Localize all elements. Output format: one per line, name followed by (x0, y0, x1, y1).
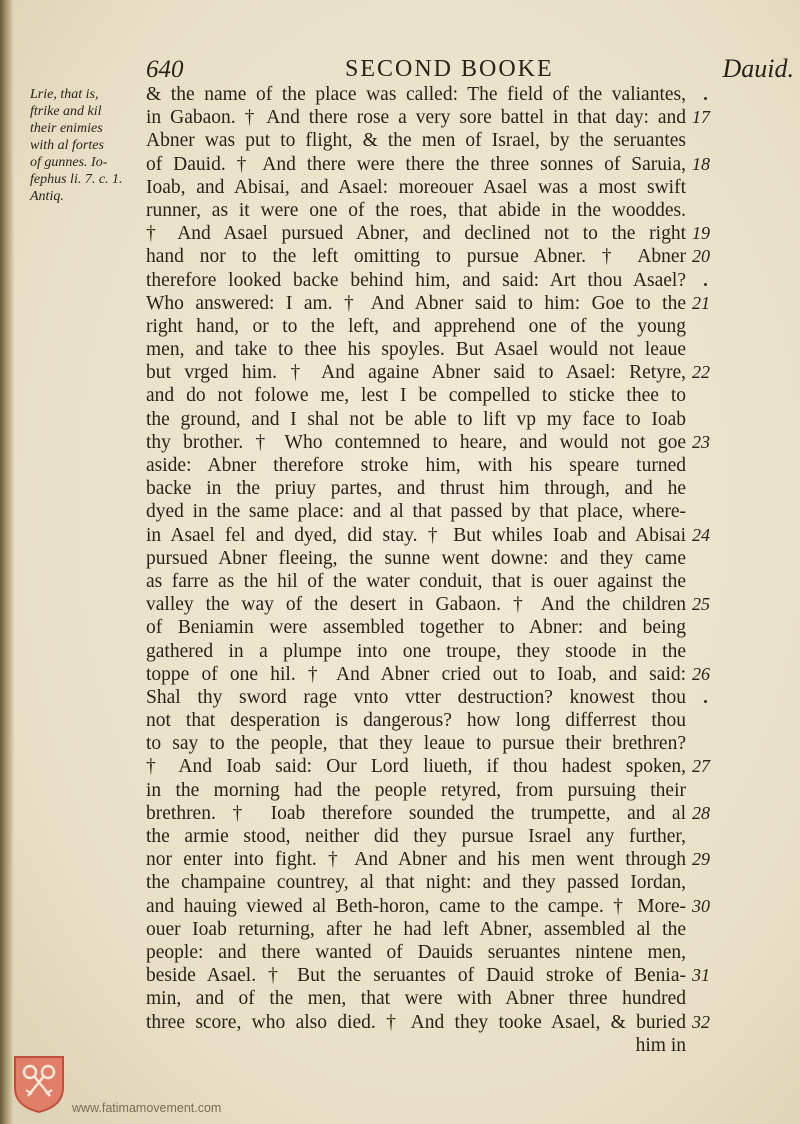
text-line (146, 454, 686, 477)
text-line-content: valley the way of the desert in Gabaon. † And the children (146, 594, 686, 616)
text-line (146, 732, 686, 755)
text-line-content: in the morning had the people retyred, from pursuing their (146, 779, 686, 801)
verse-number: 22 (692, 362, 710, 383)
keys-shield-icon (12, 1054, 66, 1114)
text-line (146, 176, 686, 199)
margin-note-line: with al fortes (30, 138, 104, 153)
text-line (146, 153, 710, 176)
text-line-content: the armie stood, neither did they pursue Israel any further, (146, 826, 686, 847)
text-line-content: therefore looked backe behind him, and said: Art thou Asael? (146, 269, 686, 291)
text-line (146, 106, 710, 129)
text-line-content: beside Asael. † But the seruantes of Dauid stroke of Benia- (146, 965, 686, 987)
margin-note-line: ftrike and kil (30, 104, 102, 119)
text-line-content: Shal thy sword rage vnto vtter destruction? knowest thou (146, 686, 686, 708)
text-line (146, 477, 686, 500)
text-line-content: † And Ioab said: Our Lord liueth, if thou hadest spoken, (146, 756, 686, 778)
text-line-content: him in (635, 1034, 686, 1056)
header-name: Dauid. (722, 54, 794, 83)
text-line (146, 802, 710, 825)
text-line-content: brethren. † Ioab therefore sounded the trumpette, and al (146, 802, 686, 824)
margin-note-line: of gunnes. Io- (30, 155, 108, 170)
text-line (146, 640, 686, 663)
text-line-content: as farre as the hil of the water conduit, that is ouer against the (146, 570, 686, 592)
website-watermark[interactable]: www.fatimamovement.com (72, 1101, 222, 1115)
text-line-content: of Dauid. † And there were there the three sonnes of Saruia, (146, 153, 686, 175)
margin-note-line: Lrie, that is, (30, 87, 99, 102)
text-line-content: backe in the priuy partes, and thrust him through, and he (146, 478, 686, 500)
text-line-content: hand nor to the left omitting to pursue Abner. † Abner (146, 246, 686, 268)
verse-number: 21 (692, 292, 710, 313)
text-line (146, 315, 686, 338)
text-line-content: nor enter into fight. † And Abner and his men went through (146, 849, 686, 871)
text-line-content: gathered in a plumpe into one troupe, they stoode in the (146, 640, 686, 662)
text-line (146, 895, 710, 918)
text-line (146, 825, 686, 848)
text-line-content: aside: Abner therefore stroke him, with his speare turned (146, 455, 686, 476)
page-header (0, 52, 800, 86)
text-line (146, 222, 710, 245)
text-line-content: the champaine countrey, al that night: and they passed Iordan, (146, 872, 686, 894)
text-line-content: † And Asael pursued Abner, and declined not to the right (146, 223, 686, 245)
verse-number: 28 (692, 802, 710, 823)
margin-note-line: their enimies (30, 121, 103, 136)
text-line (146, 848, 710, 871)
verse-number: 17 (692, 107, 710, 128)
text-line (146, 199, 686, 222)
text-line-content: toppe of one hil. † And Abner cried out to Ioab, and said: (146, 663, 686, 685)
text-line-content: dyed in the same place: and al that passed by that place, where- (146, 501, 686, 523)
verse-number: 24 (692, 524, 710, 545)
verse-number: 18 (692, 153, 710, 174)
text-line (146, 384, 686, 407)
text-line (146, 918, 686, 941)
verse-number: 31 (692, 965, 710, 986)
text-line-content: Who answered: I am. † And Abner said to him: Goe to the (146, 292, 686, 314)
text-line (146, 129, 686, 152)
text-line (146, 83, 686, 106)
text-line (146, 524, 710, 547)
text-line-content: and do not folowe me, lest I be compelled to sticke thee to (146, 385, 686, 407)
page-gutter-shadow (0, 0, 14, 1124)
text-line-content: not that desperation is dangerous? how long differrest thou (146, 710, 686, 732)
text-line-content: of Beniamin were assembled together to Abner: and being (146, 617, 686, 639)
running-title: SECOND BOOKE (345, 56, 554, 82)
margin-dot (704, 283, 707, 286)
text-line-content: but vrged him. † And againe Abner said to Asael: Retyre, (146, 362, 686, 384)
page-number: 640 (146, 56, 184, 83)
text-line-content: people: and there wanted of Dauids seruantes nintene men, (146, 941, 686, 963)
text-line-content: to say to the people, that they leaue to pursue their brethren? (146, 733, 686, 755)
verse-number: 20 (692, 246, 710, 267)
verse-number: 27 (692, 756, 710, 777)
text-line (146, 361, 710, 384)
text-line-content: Abner was put to flight, & the men of Israel, by the seruantes (146, 130, 686, 152)
text-line-content: the ground, and I shal not be able to lift vp my face to Ioab (146, 408, 686, 430)
body-text (146, 83, 710, 1057)
text-line (146, 269, 686, 292)
text-line (146, 1034, 686, 1057)
text-line-content: in Gabaon. † And there rose a very sore battel in that day: and (146, 107, 686, 129)
text-line (146, 987, 686, 1010)
text-line (146, 570, 686, 593)
text-line (146, 1011, 710, 1034)
margin-note-line: Antiq. (30, 189, 64, 204)
text-line-content: runner, as it were one of the roes, that abide in the wooddes. (146, 199, 686, 221)
text-line-content: right hand, or to the left, and apprehend one of the young (146, 315, 686, 337)
verse-number: 32 (692, 1011, 710, 1032)
text-line (146, 964, 710, 987)
text-line-content: and hauing viewed al Beth-horon, came to the campe. † More- (146, 895, 686, 917)
text-line (146, 616, 686, 639)
text-line (146, 755, 710, 778)
margin-note-line: fephus li. 7. c. 1. (30, 172, 123, 187)
text-line (146, 941, 686, 964)
text-line (146, 431, 710, 454)
text-line-content: min, and of the men, that were with Abner three hundred (146, 988, 686, 1010)
verse-number: 29 (692, 849, 710, 870)
text-line (146, 663, 710, 686)
verse-number: 19 (692, 223, 710, 244)
text-line-content: thy brother. † Who contemned to heare, and would not goe (146, 431, 686, 453)
margin-dot (704, 97, 707, 100)
text-line (146, 500, 686, 523)
text-line (146, 245, 710, 268)
text-line (146, 547, 686, 570)
text-line-content: three score, who also died. † And they tooke Asael, & buried (146, 1011, 686, 1033)
text-line (146, 408, 686, 431)
text-line (146, 686, 686, 709)
text-line-content: in Asael fel and dyed, did stay. † But whiles Ioab and Abisai (146, 524, 686, 546)
text-line-content: men, and take to thee his spoyles. But Asael would not leaue (146, 339, 686, 361)
verse-number: 26 (692, 663, 710, 684)
text-line-content: pursued Abner fleeing, the sunne went downe: and they came (146, 547, 686, 569)
margin-note (30, 86, 142, 205)
text-line (146, 871, 686, 894)
text-line (146, 709, 686, 732)
text-line (146, 779, 686, 802)
text-line-content: Ioab, and Abisai, and Asael: moreouer Asael was a most swift (146, 176, 686, 198)
margin-dot (704, 700, 707, 703)
text-line (146, 292, 710, 315)
verse-number: 30 (692, 895, 710, 916)
text-line (146, 593, 710, 616)
text-line (146, 338, 686, 361)
verse-number: 25 (692, 594, 710, 615)
text-line-content: & the name of the place was called: The field of the valiantes, (146, 84, 686, 105)
text-line-content: ouer Ioab returning, after he had left Abner, assembled al the (146, 918, 686, 940)
verse-number: 23 (692, 431, 710, 452)
